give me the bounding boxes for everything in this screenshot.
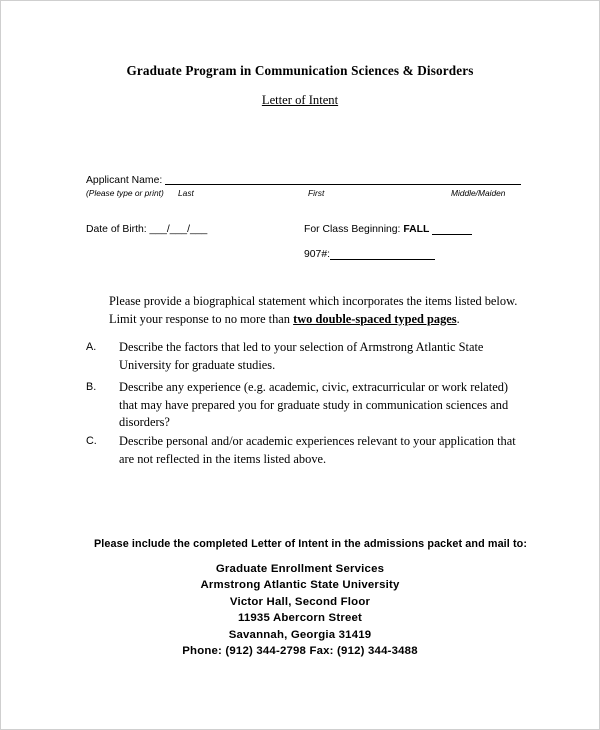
column-label-first: First [308,188,325,198]
class-beginning-year-input[interactable] [432,224,472,235]
list-item-text: Describe personal and/or academic experiences relevant to your application that are not reflected in the items listed above. [119,434,516,466]
instructions-emphasis: two double-spaced typed pages [293,311,457,326]
date-of-birth-row [86,224,207,235]
date-of-birth-label: Date of Birth: [86,224,147,235]
class-beginning-term: FALL [403,224,430,235]
page-title: Graduate Program in Communication Sciences & Disorders [126,63,474,78]
column-label-last: Last [178,188,194,198]
address-line: Savannah, Georgia 31419 [228,628,372,641]
list-item [86,379,521,432]
instructions-text-after: . [456,311,460,326]
address-line: Victor Hall, Second Floor [229,595,371,608]
applicant-name-row [86,171,521,187]
list-item [86,339,521,374]
address-line-phone-fax: Phone: (912) 344-2798 Fax: (912) 344-3488 [182,645,418,658]
date-of-birth-input[interactable]: ___/___/___ [149,224,208,235]
address-line: Armstrong Atlantic State University [200,579,400,592]
instructions-paragraph [109,293,521,328]
applicant-name-hint: (Please type or print) [86,188,164,198]
class-beginning-label: For Class Beginning: [304,224,401,235]
applicant-name-label: Applicant Name: [86,175,163,186]
applicant-name-sublabels [86,188,521,202]
list-item-text: Describe the factors that led to your selection of Armstrong Atlantic State University for graduate studies. [119,340,484,372]
student-id-label: 907#: [304,249,331,260]
list-item-marker: B. [86,381,97,393]
instructions-text-before: Please provide a biographical statement which incorporates the items listed below. Limit your response to no more than [109,294,518,326]
applicant-name-input[interactable] [165,183,521,185]
footer-instruction: Please include the completed Letter of Intent in the admissions packet and mail to: [94,538,528,550]
class-beginning-row [304,224,472,235]
list-item-marker: A. [86,341,97,353]
column-label-middle-maiden: Middle/Maiden [451,188,506,198]
student-id-input[interactable] [330,249,435,260]
list-item [86,433,521,468]
list-item-text: Describe any experience (e.g. academic, civic, extracurricular or work related) that may have prepared you for graduate study in communication sciences and disorders? [119,380,509,429]
mailing-address-block [1,561,599,659]
page-subtitle-text: Letter of Intent [261,93,339,107]
list-item-marker: C. [86,435,97,447]
student-id-row [304,249,435,260]
address-line: Graduate Enrollment Services [215,563,385,575]
address-line: 11935 Abercorn Street [237,612,363,625]
